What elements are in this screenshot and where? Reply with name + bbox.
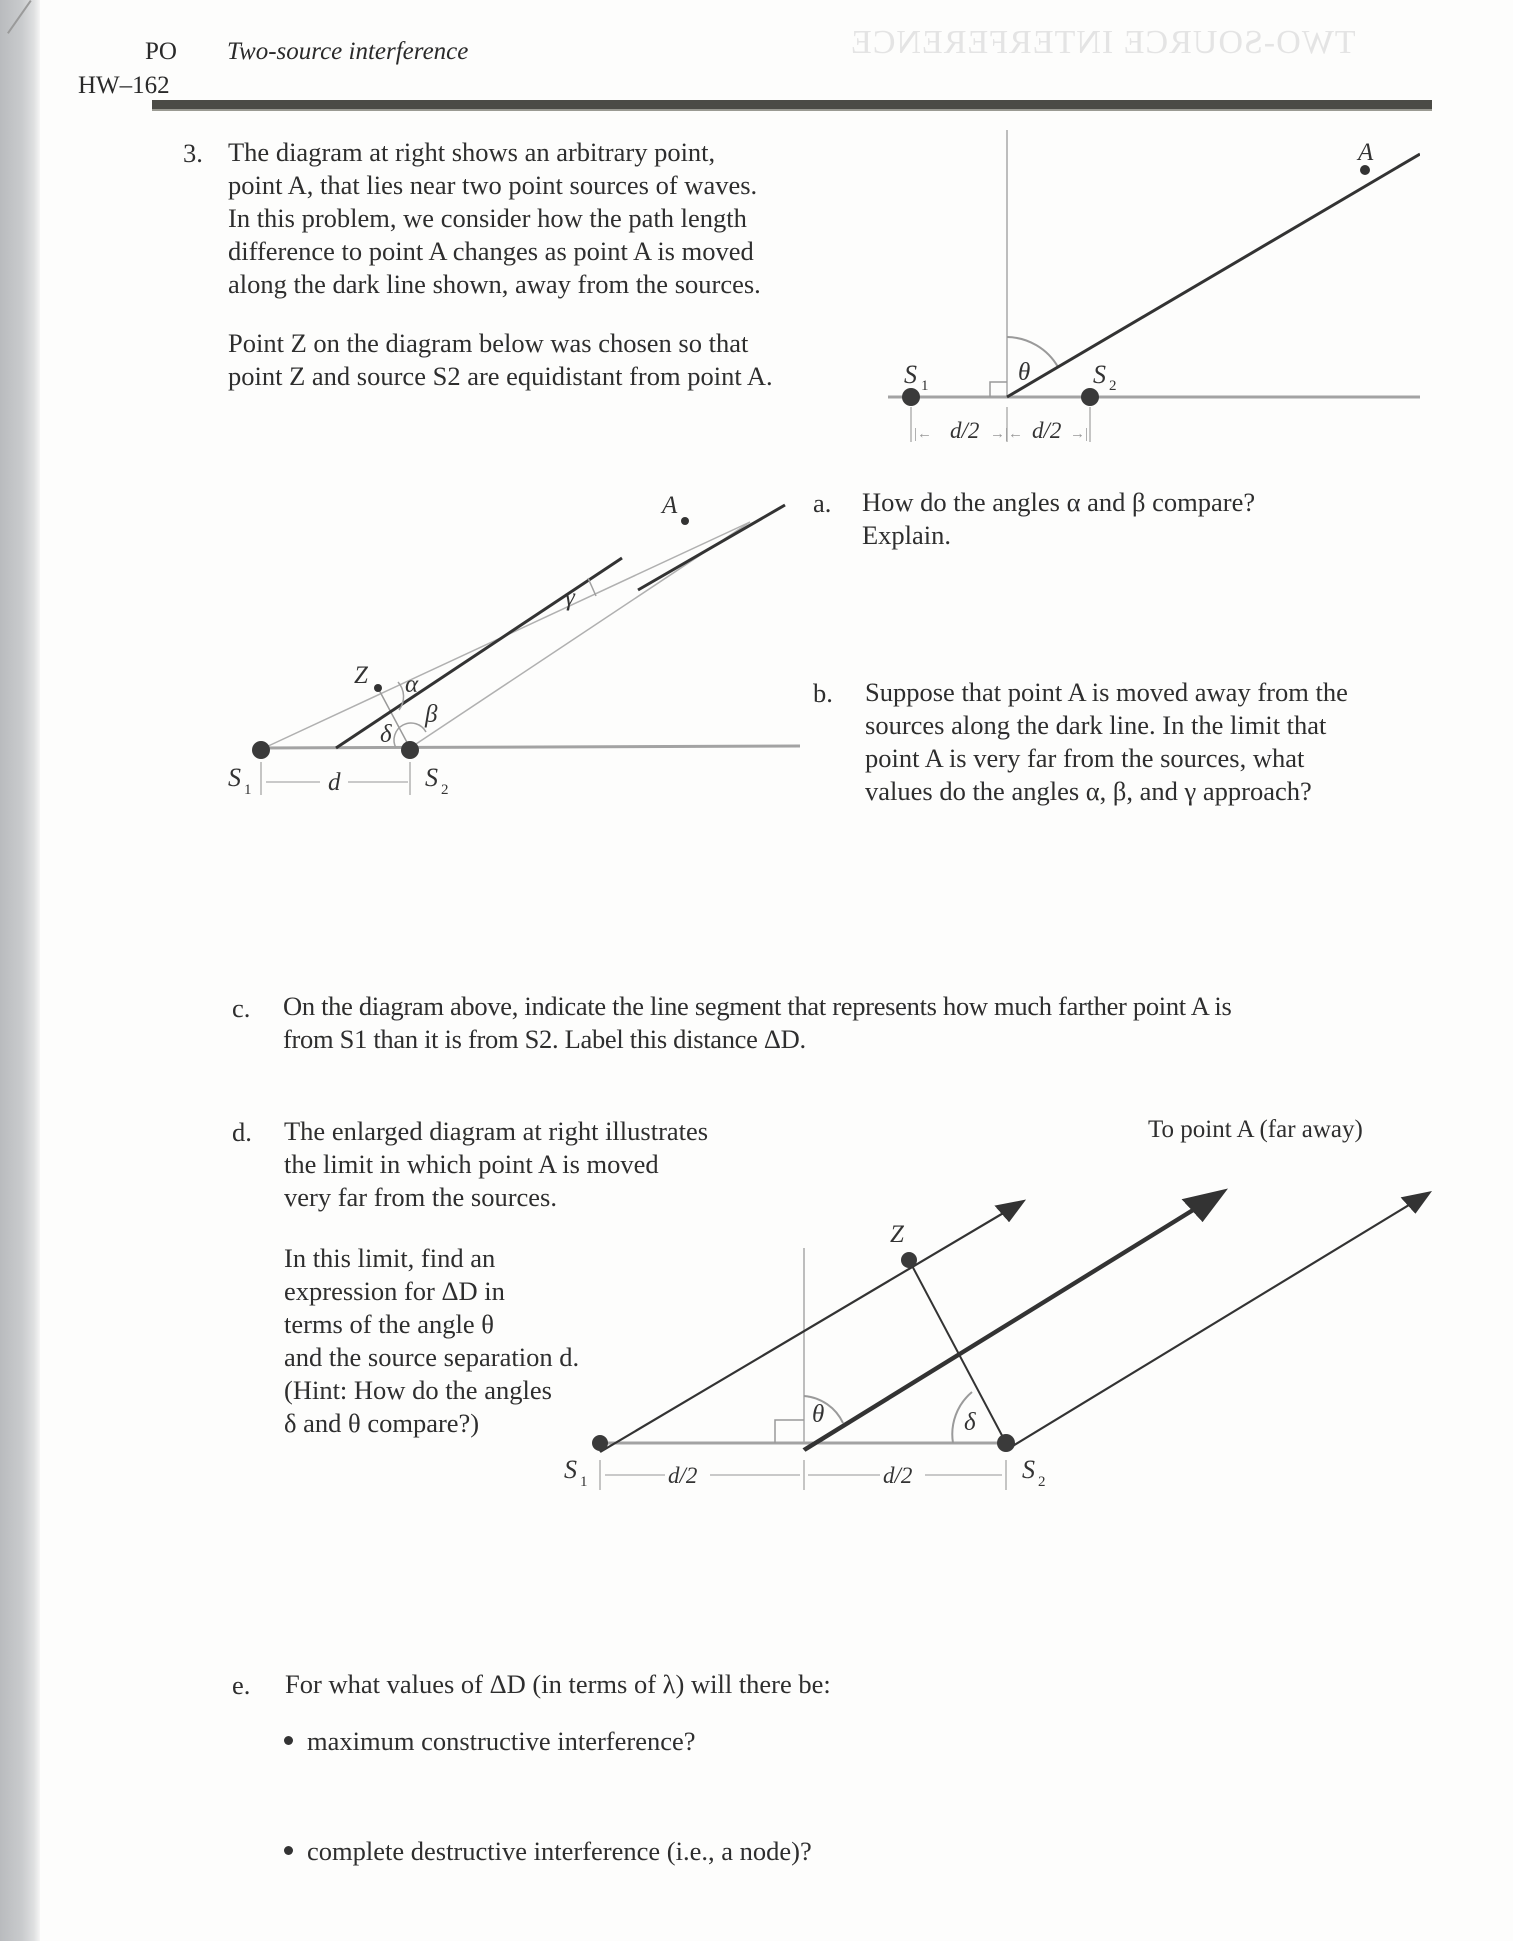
label-s1: S — [228, 763, 241, 792]
label-a: A — [1358, 139, 1374, 166]
part-d-intro: The enlarged diagram at right illustrates the limit in which point A is moved very far from the sources. — [284, 1116, 709, 1212]
page-code: HW–162 — [78, 72, 170, 99]
label-half-right: d/2 — [1032, 418, 1062, 443]
label-a: A — [662, 492, 678, 519]
part-a-label: a. — [813, 488, 832, 518]
label-beta: β — [425, 701, 438, 728]
part-e-question: For what values of ΔD (in terms of λ) will there be: — [285, 1669, 831, 1699]
part-c-question: On the diagram above, indicate the line segment that represents how much farther point A is from S1 than it is from S2. Label this distance ΔD. — [283, 991, 1232, 1054]
svg-text:→|: →| — [1070, 426, 1089, 442]
bullet-constructive: maximum constructive interference? — [284, 1726, 696, 1757]
header-rule — [152, 100, 1432, 111]
point-z-description: Point Z on the diagram below was chosen so that point Z and source S2 are equidistant from point A. — [228, 328, 773, 391]
part-d-question: In this limit, find an expression for ΔD in terms of the angle θ and the source separation d. (Hint: How do the angles δ and θ compare?) — [284, 1243, 580, 1438]
label-s1: S — [564, 1455, 577, 1484]
bullet-icon — [284, 1736, 293, 1745]
problem-number: 3. — [183, 138, 203, 168]
page-title: Two-source interference — [227, 38, 469, 65]
label-s2-sub: 2 — [441, 782, 449, 798]
label-z: Z — [354, 662, 368, 689]
label-half-left: d/2 — [668, 1463, 698, 1488]
label-separation-d: d — [328, 769, 341, 796]
diagram-mid-geometry — [200, 470, 830, 810]
scan-binding-shadow — [0, 0, 40, 1941]
label-alpha: α — [405, 671, 419, 698]
problem-intro: The diagram at right shows an arbitrary point, point A, that lies near two point sources of waves. In this problem, we consider how the path length difference to point A changes as point A is moved along the dark line shown, away from the sources. — [228, 137, 761, 299]
label-half-right: d/2 — [883, 1463, 913, 1488]
label-s2-sub: 2 — [1109, 378, 1117, 394]
bullet-destructive: complete destructive interference (i.e., a node)? — [284, 1836, 812, 1867]
label-s1: S — [904, 360, 917, 389]
label-half-left: d/2 — [950, 418, 980, 443]
label-gamma: γ — [565, 584, 575, 611]
svg-text:|←: |← — [914, 426, 933, 442]
far-away-caption: To point A (far away) — [1148, 1116, 1363, 1143]
part-a-question: How do the angles α and β compare? Explain. — [862, 487, 1256, 550]
diagram-top-geometry — [880, 120, 1420, 450]
part-d-label: d. — [232, 1117, 252, 1147]
label-s1-sub: 1 — [244, 782, 252, 798]
label-theta: θ — [812, 1401, 825, 1428]
label-s2-sub: 2 — [1038, 1474, 1046, 1490]
show-through-title: TWO-SOURCE INTERFERENCE — [850, 24, 1356, 61]
label-s2: S — [1022, 1455, 1035, 1484]
label-s1-sub: 1 — [921, 378, 929, 394]
part-e-label: e. — [232, 1670, 251, 1700]
bullet-icon — [284, 1846, 293, 1855]
label-s2: S — [1093, 360, 1106, 389]
svg-text:→|←: →|← — [990, 426, 1024, 442]
section-code: PO — [145, 38, 177, 65]
label-theta: θ — [1018, 359, 1031, 386]
label-delta: δ — [964, 1409, 976, 1436]
label-s1-sub: 1 — [580, 1474, 588, 1490]
label-s2: S — [425, 763, 438, 792]
label-z: Z — [890, 1221, 904, 1248]
label-delta: δ — [380, 721, 392, 748]
part-b-label: b. — [813, 678, 833, 708]
part-b-question: Suppose that point A is moved away from the sources along the dark line. In the limit that point A is very far from the sources, what values do the angles α, β, and γ approach? — [865, 677, 1348, 806]
diagram-far-geometry — [560, 1160, 1440, 1500]
part-c-label: c. — [232, 993, 251, 1023]
